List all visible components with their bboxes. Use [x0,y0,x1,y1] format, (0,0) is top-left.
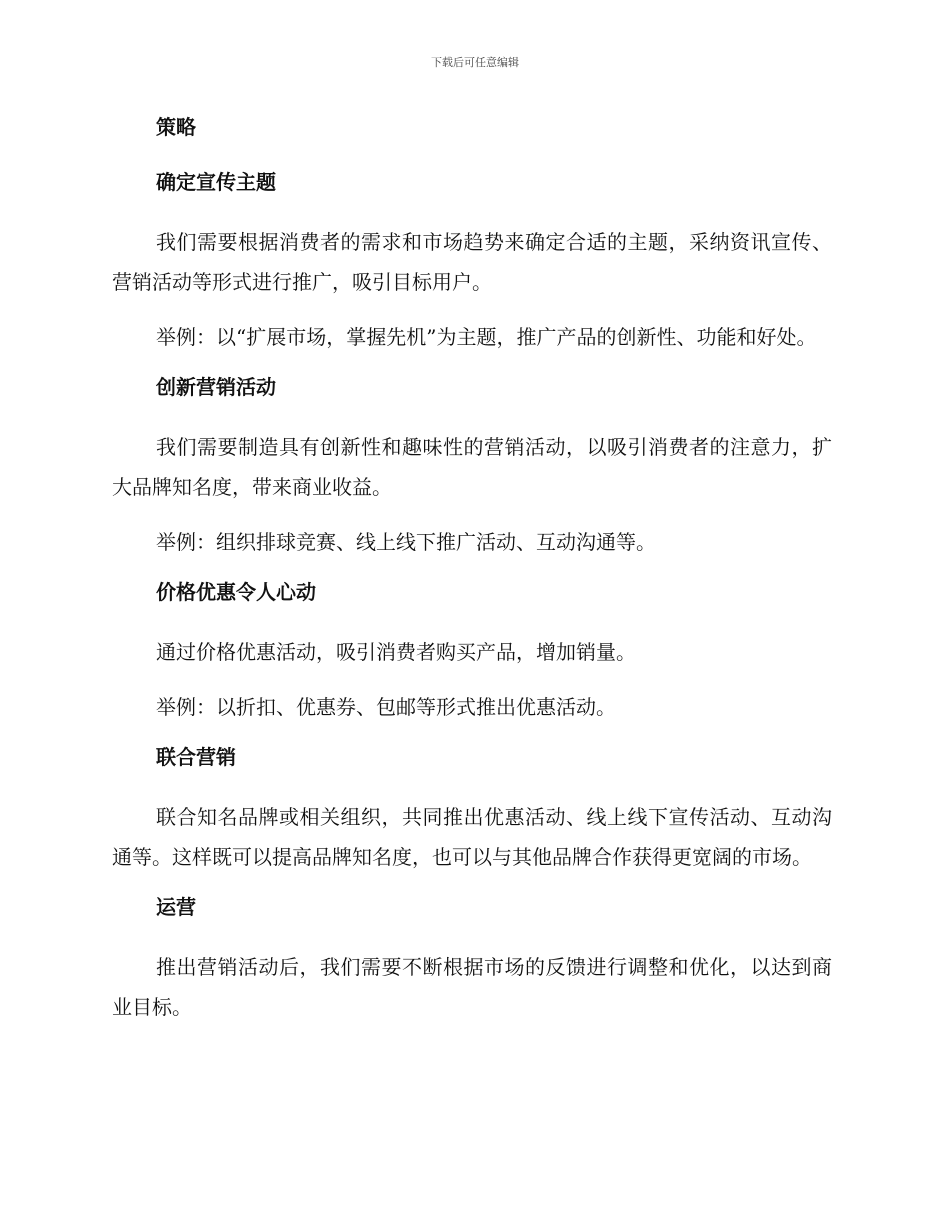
section-heading-operations: 运营 [156,895,196,919]
paragraph-theme-example: 举例：以“扩展市场，掌握先机”为主题，推广产品的创新性、功能和好处。 [156,325,817,349]
paragraph-innovative-example: 举例：组织排球竞赛、线上线下推广活动、互动沟通等。 [156,530,656,554]
section-heading-innovative-marketing: 创新营销活动 [156,375,276,399]
section-heading-strategy: 策略 [156,115,196,139]
paragraph-operations: 推出营销活动后，我们需要不断根据市场的反馈进行调整和优化，以达到商业目标。 [112,955,832,1019]
paragraph-price-example: 举例：以折扣、优惠券、包邮等形式推出优惠活动。 [156,695,616,719]
document-body [112,112,832,1042]
paragraph-joint-marketing: 联合知名品牌或相关组织，共同推出优惠活动、线上线下宣传活动、互动沟通等。这样既可以提高品牌知名度，也可以与其他品牌合作获得更宽阔的市场。 [112,805,832,869]
section-heading-theme: 确定宣传主题 [156,170,276,194]
paragraph-innovative-marketing: 我们需要制造具有创新性和趣味性的营销活动，以吸引消费者的注意力，扩大品牌知名度，带来商业收益。 [112,435,832,499]
section-heading-price-discount: 价格优惠令人心动 [156,580,316,604]
section-heading-joint-marketing: 联合营销 [156,745,236,769]
paragraph-price-discount: 通过价格优惠活动，吸引消费者购买产品，增加销量。 [156,640,636,664]
paragraph-theme: 我们需要根据消费者的需求和市场趋势来确定合适的主题，采纳资讯宣传、营销活动等形式进行推广，吸引目标用户。 [112,230,832,294]
page-header: 下载后可任意编辑 [431,56,519,69]
